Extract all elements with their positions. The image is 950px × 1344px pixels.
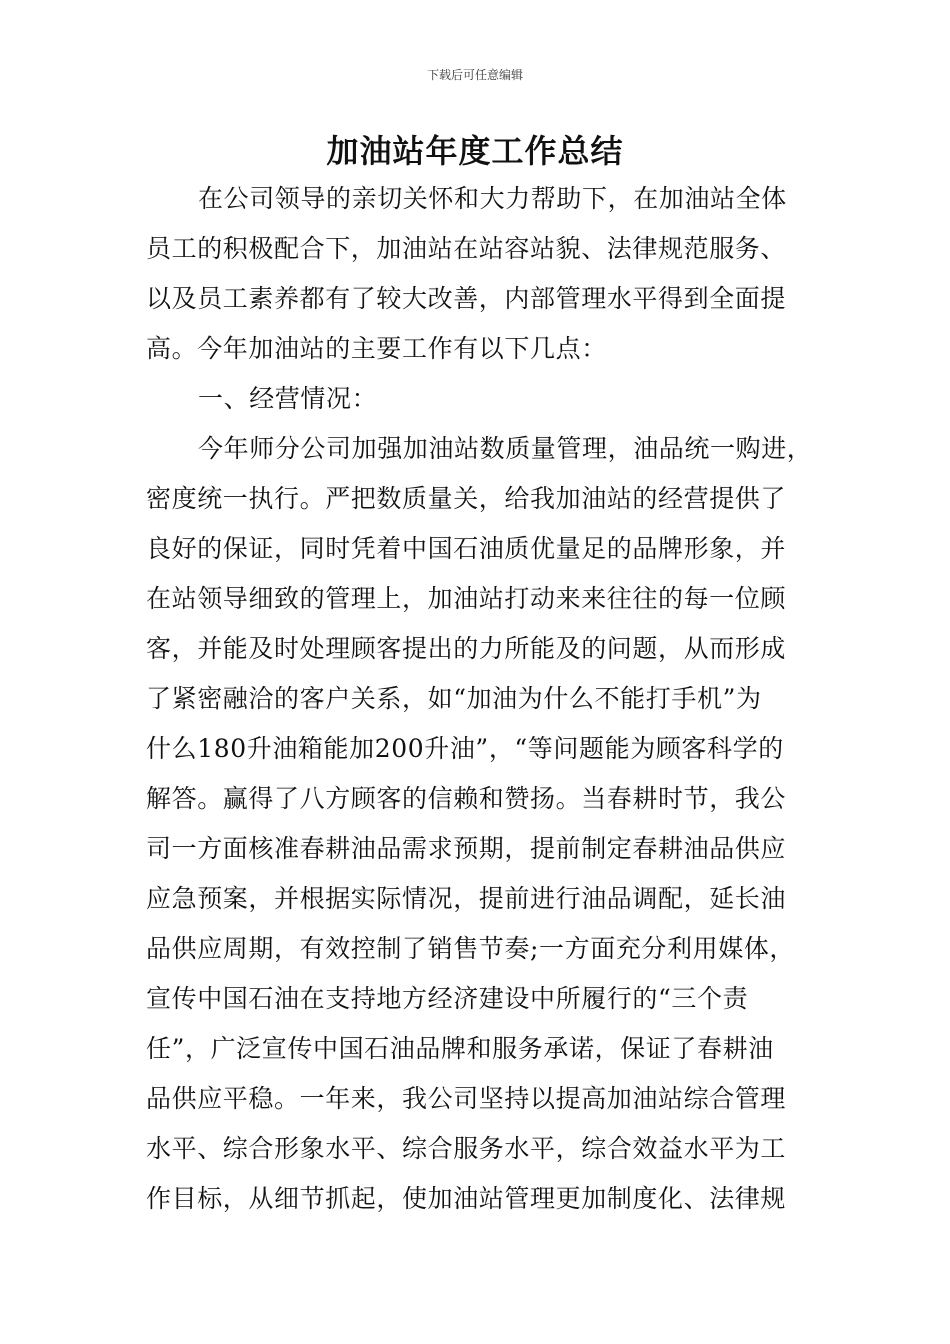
body-line: 作目标，从细节抓起，使加油站管理更加制度化、法律规: [146, 1184, 787, 1213]
body-line: 高。今年加油站的主要工作有以下几点：: [146, 334, 607, 363]
body-line: 品供应平稳。一年来，我公司坚持以提高加油站综合管理: [146, 1084, 787, 1113]
header-note: 下载后可任意编辑: [426, 68, 523, 82]
body-line: 客，并能及时处理顾客提出的力所能及的问题，从而形成: [146, 634, 787, 663]
body-line: 在站领导细致的管理上，加油站打动来来往往的每一位顾: [146, 584, 787, 613]
document-title: 加油站年度工作总结: [326, 132, 624, 170]
body-line: 品供应周期，有效控制了销售节奏;一方面充分利用媒体，: [146, 934, 796, 963]
body-line: 应急预案，并根据实际情况，提前进行油品调配，延长油: [146, 884, 787, 913]
body-line: 水平、综合形象水平、综合服务水平，综合效益水平为工: [146, 1134, 787, 1163]
section-heading: 一、经营情况：: [198, 384, 378, 413]
body-line: 在公司领导的亲切关怀和大力帮助下，在加油站全体: [198, 184, 787, 213]
body-line: 了紧密融洽的客户关系，如“加油为什么不能打手机”为: [146, 684, 762, 713]
body-line: 解答。赢得了八方顾客的信赖和赞扬。当春耕时节，我公: [146, 784, 787, 813]
body-line: 什么180升油箱能加200升油”，“等问题能为顾客科学的: [146, 734, 784, 763]
body-line: 宣传中国石油在支持地方经济建设中所履行的“三个责: [146, 984, 749, 1013]
body-line: 任”，广泛宣传中国石油品牌和服务承诺，保证了春耕油: [146, 1034, 774, 1063]
body-line: 员工的积极配合下，加油站在站容站貌、法律规范服务、: [146, 234, 787, 263]
body-line: 良好的保证，同时凭着中国石油质优量足的品牌形象，并: [146, 534, 787, 563]
body-line: 今年师分公司加强加油站数质量管理，油品统一购进，: [198, 434, 813, 463]
body-line: 密度统一执行。严把数质量关，给我加油站的经营提供了: [146, 484, 787, 513]
body-line: 以及员工素养都有了较大改善，内部管理水平得到全面提: [146, 284, 787, 313]
body-line: 司一方面核准春耕油品需求预期，提前制定春耕油品供应: [146, 834, 787, 863]
